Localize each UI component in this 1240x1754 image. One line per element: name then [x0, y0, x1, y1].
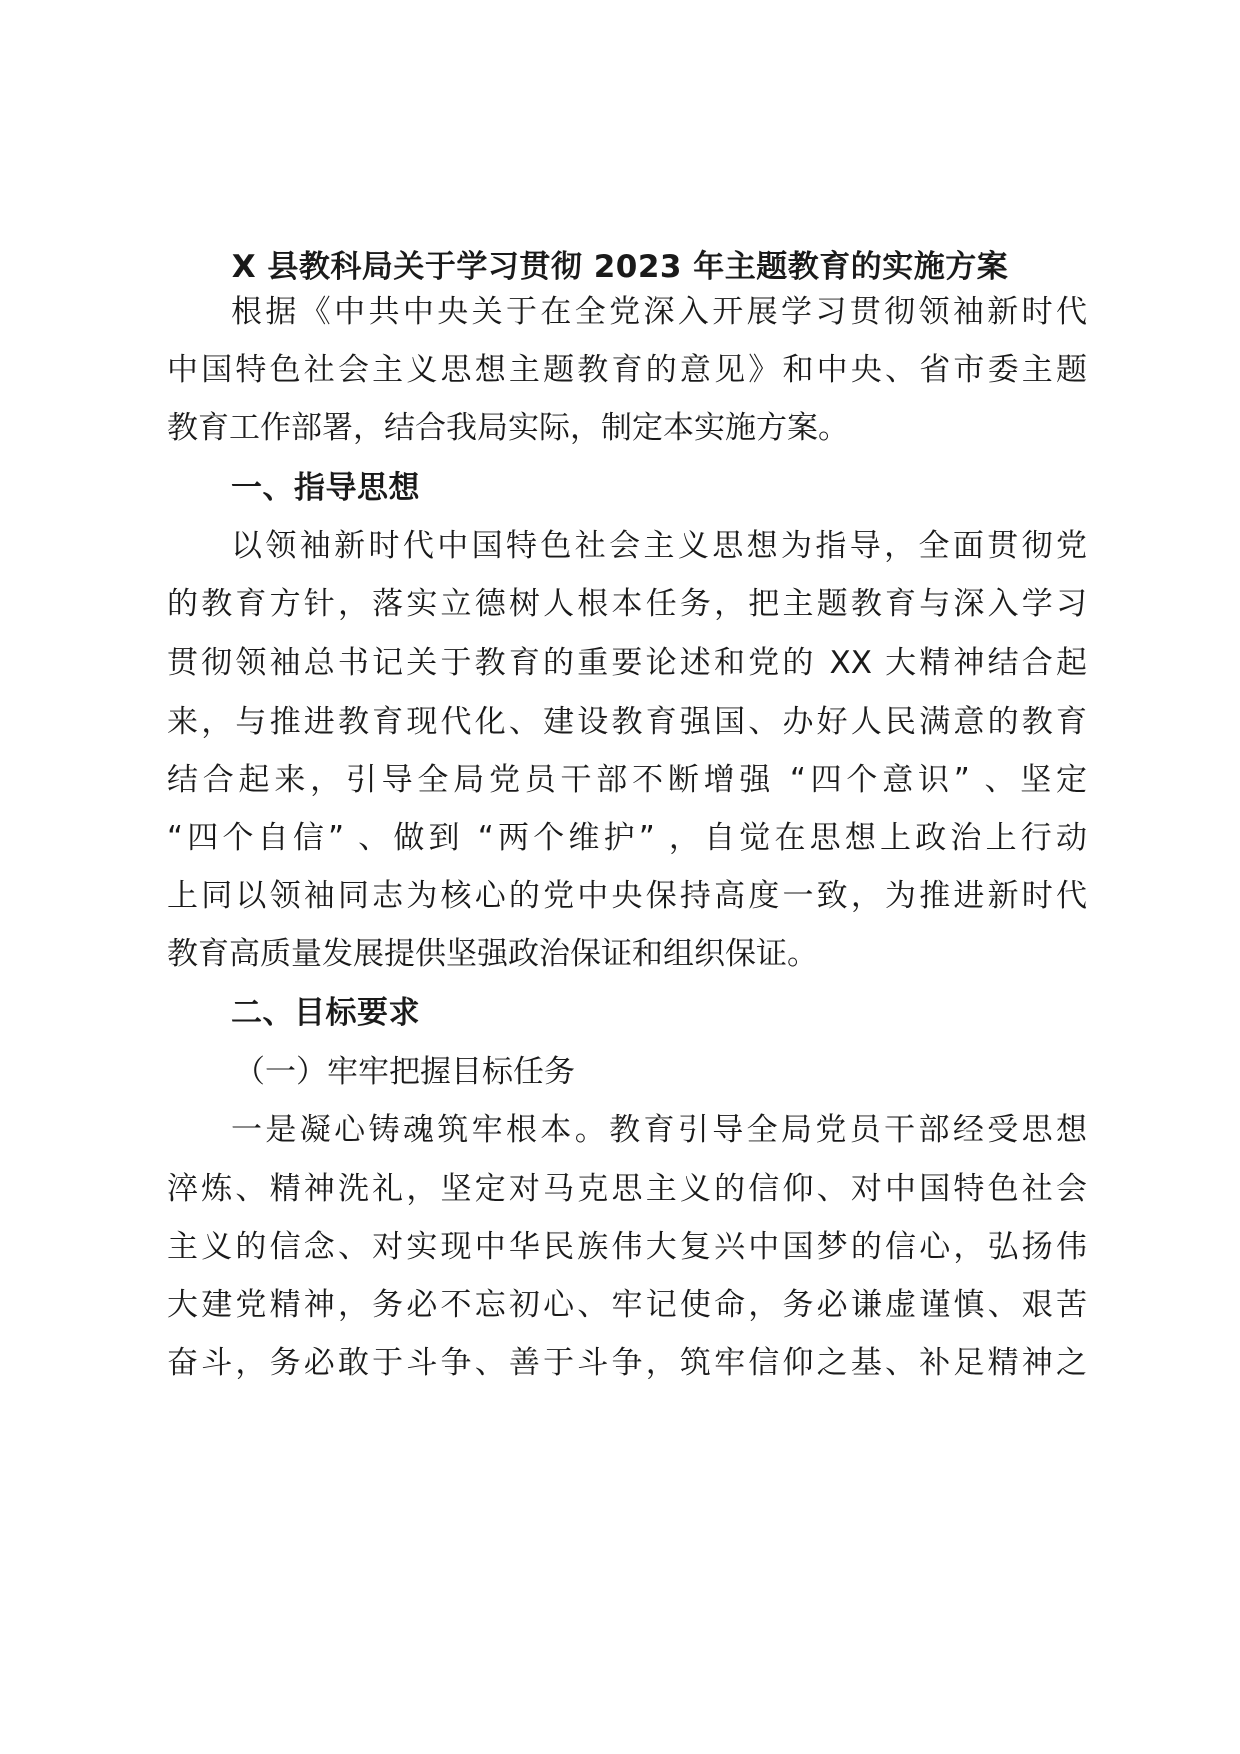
body-line: 淬炼、精神洗礼，坚定对马克思主义的信仰、对中国特色社会	[167, 1171, 1087, 1207]
body-line: 教育高质量发展提供坚强政治保证和组织保证。	[167, 936, 818, 972]
intro-line: 教育工作部署，结合我局实际，制定本实施方案。	[167, 410, 849, 446]
intro-line: 根据《中共中央关于在全党深入开展学习贯彻领袖新时代	[231, 294, 1087, 330]
body-line: 结合起来，引导全局党员干部不断增强 “四个意识” 、坚定	[167, 762, 1087, 798]
body-line: 以领袖新时代中国特色社会主义思想为指导，全面贯彻党	[231, 528, 1087, 564]
body-line: 大建党精神，务必不忘初心、牢记使命，务必谦虚谨慎、艰苦	[167, 1287, 1087, 1323]
intro-line: 中国特色社会主义思想主题教育的意见》和中央、省市委主题	[167, 352, 1087, 388]
section-heading-goals: 二、目标要求	[231, 995, 420, 1031]
body-line: “四个自信” 、做到 “两个维护” ，自觉在思想上政治上行动	[167, 820, 1087, 856]
body-line: 贯彻领袖总书记关于教育的重要论述和党的 XX 大精神结合起	[167, 645, 1087, 681]
section-heading-guiding-thought: 一、指导思想	[231, 470, 420, 506]
body-line: 的教育方针，落实立德树人根本任务，把主题教育与深入学习	[167, 586, 1087, 622]
body-line: 奋斗，务必敢于斗争、善于斗争，筑牢信仰之基、补足精神之	[167, 1345, 1087, 1381]
body-line: 主义的信念、对实现中华民族伟大复兴中国梦的信心，弘扬伟	[167, 1229, 1087, 1265]
document-title: X 县教科局关于学习贯彻 2023 年主题教育的实施方案	[231, 249, 1009, 285]
body-line: 一是凝心铸魂筑牢根本。教育引导全局党员干部经受思想	[231, 1112, 1087, 1148]
body-line: 来，与推进教育现代化、建设教育强国、办好人民满意的教育	[167, 704, 1087, 740]
body-line: 上同以领袖同志为核心的党中央保持高度一致，为推进新时代	[167, 878, 1087, 914]
subsection-heading: （一）牢牢把握目标任务	[234, 1054, 575, 1090]
